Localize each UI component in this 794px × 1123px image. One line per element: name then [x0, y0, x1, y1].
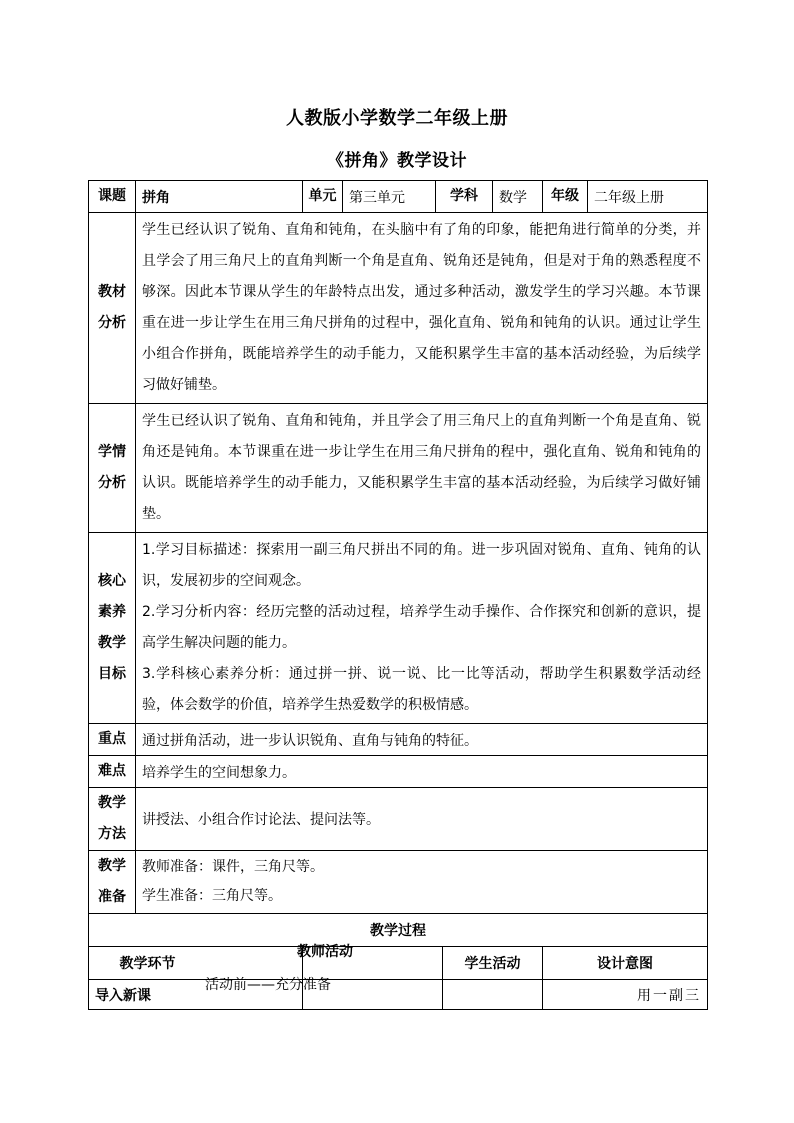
prep-student: 学生准备：三角尺等。: [142, 888, 282, 904]
grade-label: 年级: [543, 181, 588, 213]
core-text: [136, 533, 708, 724]
learner-row: [89, 404, 708, 533]
difficulty-row: [89, 756, 708, 788]
topic-label: 课题: [89, 181, 136, 213]
col-intent-header: 设计意图: [543, 947, 708, 980]
col-stage-header: 教学环节: [89, 947, 303, 980]
learner-text: 学生已经认识了锐角、直角和钝角，并且学会了用三角尺上的直角判断一个角是直角、锐角还是钝角。本节课重在进一步让学生在用三角尺拼角的程中，强化直角、锐角和钝角的认识。既能培养学生的动手能力，又能积累学生丰富的基本活动经验，为后续学习做好铺垫。: [136, 404, 708, 533]
process-header-row: [89, 947, 708, 980]
core-item-3: 3.学科核心素养分析：通过拼一拼、说一说、比一比等活动，帮助学生积累数学活动经验，体会数学的价值，培养学生热爱数学的积极情感。: [142, 666, 701, 713]
row1-teacher-label: 活动前——充分准备: [205, 977, 331, 993]
col-teacher-label: 教师活动: [297, 944, 353, 960]
material-text: 学生已经认识了锐角、直角和钝角，在头脑中有了角的印象，能把角进行简单的分类，并且学会了用三角尺上的直角判断一个角是直角、锐角还是钝角，但是对于角的熟悉程度不够深。因此本节课从学生的年龄特点出发，通过多种活动，激发学生的学习兴趣。本节课重在进一步让学生在用三角尺拼角的过程中，强化直角、锐角和钝角的认识。通过让学生小组合作拼角，既能培养学生的动手能力，又能积累学生丰富的基本活动经验，为后续学习做好铺垫。: [136, 213, 708, 404]
prep-teacher: 教师准备：课件，三角尺等。: [142, 859, 324, 875]
key-point-label: 重点: [89, 724, 136, 756]
material-row: [89, 213, 708, 404]
row1-intent: 用一副三: [543, 980, 708, 1010]
method-row: [89, 788, 708, 851]
unit-label: 单元: [303, 181, 343, 213]
core-item-2: 2.学习分析内容：经历完整的活动过程，培养学生动手操作、合作探究和创新的意识，提高学生解决问题的能力。: [142, 604, 701, 651]
method-text: 讲授法、小组合作讨论法、提问法等。: [136, 788, 708, 851]
col-student-header: 学生活动: [443, 947, 543, 980]
prep-label: 教学 准备: [89, 851, 136, 914]
row1-student: [443, 980, 543, 1010]
material-label: 教材 分析: [89, 213, 136, 404]
subject-value: 数学: [493, 181, 543, 213]
prep-text: [136, 851, 708, 914]
info-row: [89, 181, 708, 213]
difficulty-text: 培养学生的空间想象力。: [136, 756, 708, 788]
core-label: 核心 素养 教学 目标: [89, 533, 136, 724]
core-row: [89, 533, 708, 724]
document-title: 人教版小学数学二年级上册: [286, 108, 508, 129]
unit-value: 第三单元: [343, 181, 436, 213]
grade-value: 二年级上册: [588, 181, 708, 213]
process-heading-row: [89, 914, 708, 947]
key-point-row: [89, 724, 708, 756]
lesson-plan-table: [88, 180, 708, 1010]
subject-label: 学科: [436, 181, 493, 213]
prep-row: [89, 851, 708, 914]
core-item-1: 1.学习目标描述：探索用一副三角尺拼出不同的角。进一步巩固对锐角、直角、钝角的认识，发展初步的空间观念。: [142, 542, 701, 589]
document-subtitle: 《拼角》教学设计: [327, 151, 467, 171]
learner-label: 学情 分析: [89, 404, 136, 533]
difficulty-label: 难点: [89, 756, 136, 788]
row1-stage: 导入新课: [89, 980, 303, 1010]
process-heading: 教学过程: [89, 914, 708, 947]
process-row-1: [89, 980, 708, 1010]
key-point-text: 通过拼角活动，进一步认识锐角、直角与钝角的特征。: [136, 724, 708, 756]
method-label: 教学 方法: [89, 788, 136, 851]
topic-value: 拼角: [136, 181, 303, 213]
